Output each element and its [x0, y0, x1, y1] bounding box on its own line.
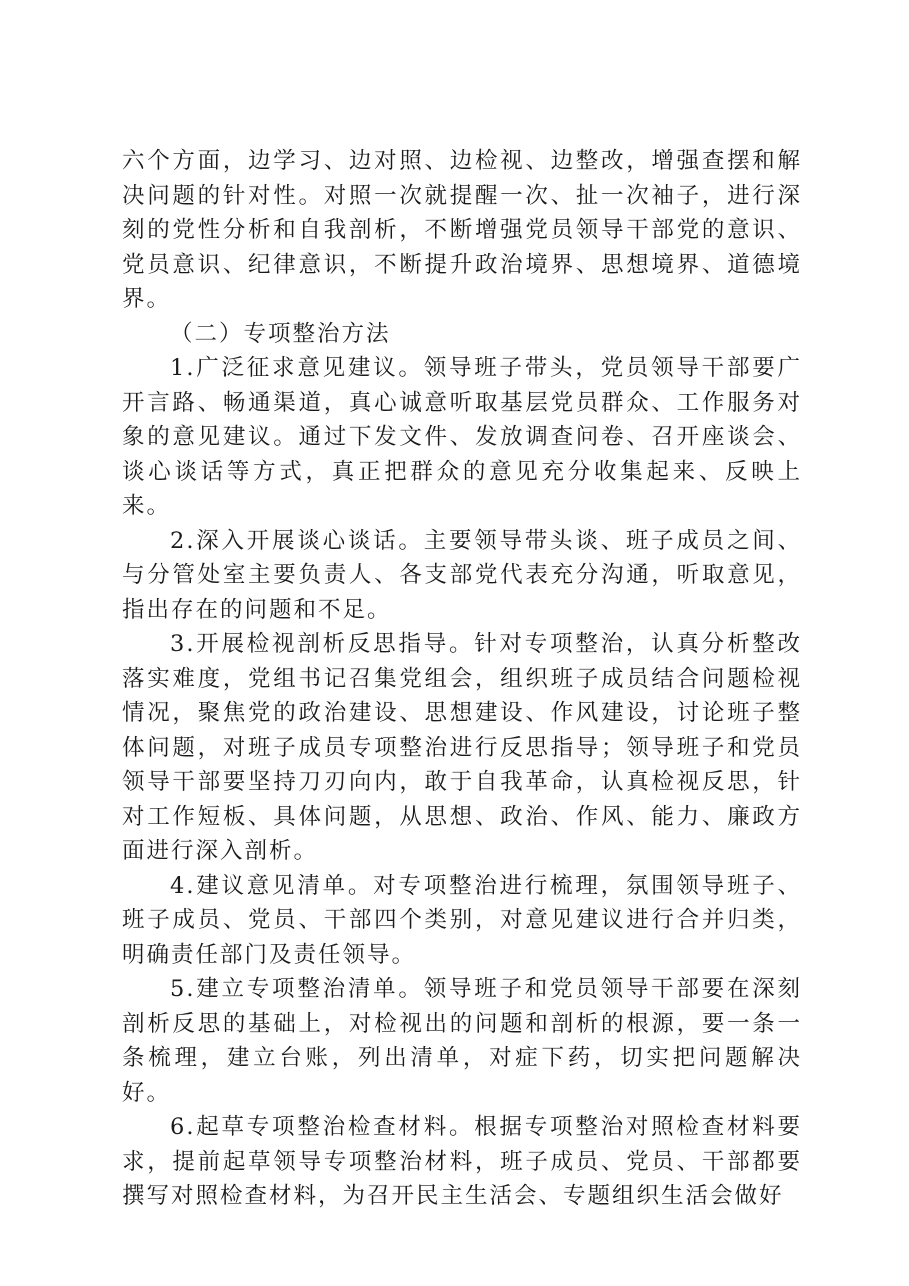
document-page — [122, 144, 802, 1214]
section-heading: （二）专项整治方法 — [170, 320, 391, 347]
paragraph-item-1: 1.广泛征求意见建议。领导班子带头，党员领导干部要广开言路、畅通渠道，真心诚意听取基层党员群众、工作服务对象的意见建议。通过下发文件、发放调查问卷、召开座谈会、谈心谈话等方式，真正把群众的意见充分收集起来、反映上来。 — [122, 355, 802, 519]
paragraph-item-6: 6.起草专项整治检查材料。根据专项整治对照检查材料要求，提前起草领导专项整治材料，班子成员、党员、干部都要撰写对照检查材料，为召开民主生活会、专题组织生活会做好 — [122, 1114, 802, 1209]
paragraph-item-5: 5.建立专项整治清单。领导班子和党员领导干部要在深刻剖析反思的基础上，对检视出的问题和剖析的根源，要一条一条梳理，建立台账，列出清单，对症下药，切实把问题解决好。 — [122, 976, 802, 1106]
paragraph-item-4: 4.建议意见清单。对专项整治进行梳理，氛围领导班子、班子成员、党员、干部四个类别，对意见建议进行合并归类，明确责任部门及责任领导。 — [122, 872, 802, 968]
paragraph-continuation: 六个方面，边学习、边对照、边检视、边整改，增强查摆和解决问题的针对性。对照一次就提醒一次、扯一次袖子，进行深刻的党性分析和自我剖析，不断增强党员领导干部党的意识、党员意识、纪律意识，不断提升政治境界、思想境界、道德境界。 — [122, 148, 802, 312]
paragraph-item-3: 3.开展检视剖析反思指导。针对专项整治，认真分析整改落实难度，党组书记召集党组会，组织班子成员结合问题检视情况，聚焦党的政治建设、思想建设、作风建设，讨论班子整体问题，对班子成员专项整治进行反思指导；领导班子和党员领导干部要坚持刀刃向内，敢于自我革命，认真检视反思，针对工作短板、具体问题，从思想、政治、作风、能力、廉政方面进行深入剖析。 — [122, 631, 802, 864]
paragraph-item-2: 2.深入开展谈心谈话。主要领导带头谈、班子成员之间、与分管处室主要负责人、各支部党代表充分沟通，听取意见，指出存在的问题和不足。 — [122, 527, 802, 623]
